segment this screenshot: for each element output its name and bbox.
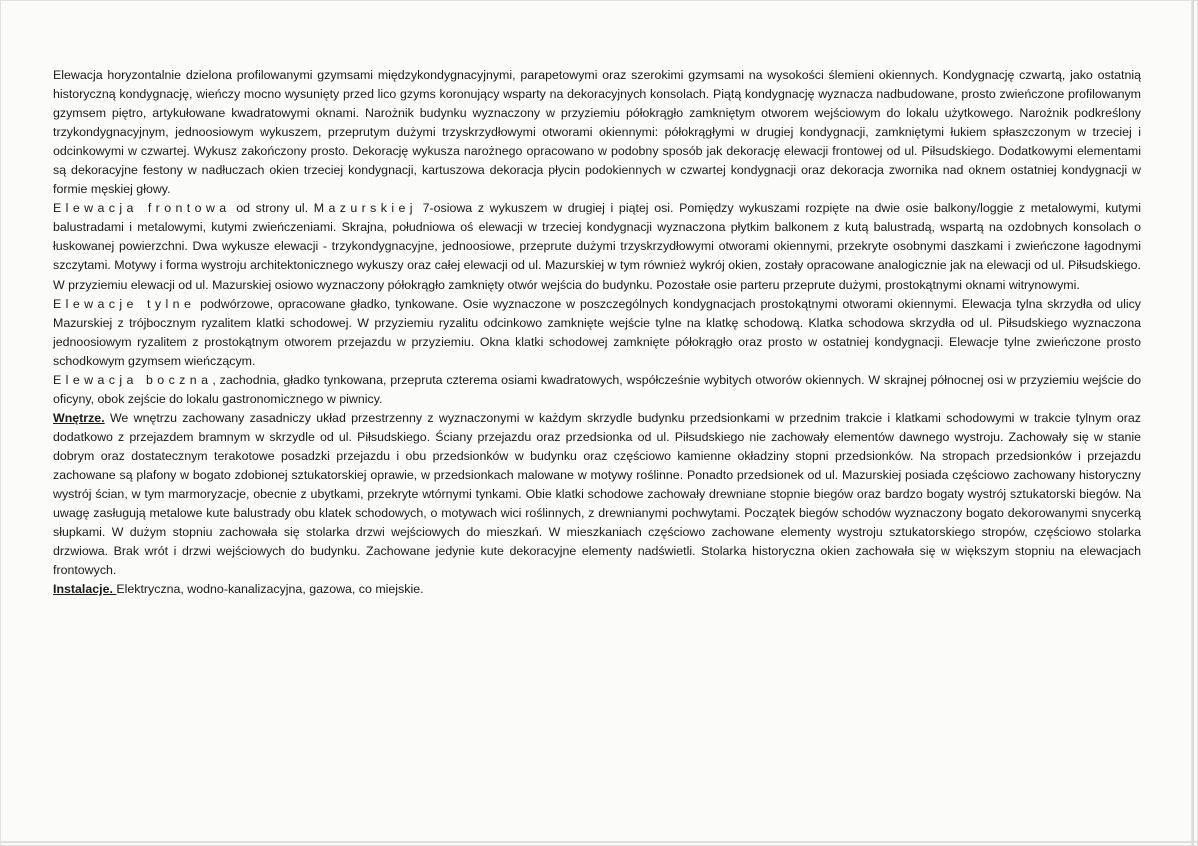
paragraph-side-elevation bbox=[53, 371, 1141, 409]
scan-edge-bottom bbox=[0, 841, 1198, 843]
paragraph-corner-description bbox=[53, 66, 1141, 199]
paragraph-text: podwórzowe, opracowane gładko, tynkowane. Osie wyznaczone w poszczególnych kondygnacjach prostokątnymi otworami okiennymi. Elewacja tylna skrzydła od ulicy Mazurskiej z trójbocznym ryzalitem klatki schodowej. W przyziemiu ryzalitu odcinkowo zamknięte wejście tylne na klatkę schodową. Klatka schodowa skrzydła od ul. Piłsudskiego wyznaczona jednoosiowym ryzalitem z prostokątnym otworem przejazdu w przyziemiu. Okna klatki schodowej zamknięte półokrągło oraz prosto w ostatniej kondygnacji. Elewacje tylne zwieńczone prosto schodkowym gzymsem wieńczącym. bbox=[53, 296, 1141, 368]
paragraph-rear-elevations bbox=[53, 295, 1141, 371]
paragraph-text: We wnętrzu zachowany zasadniczy układ przestrzenny z wyznaczonymi w każdym skrzydle budynku przedsionkami w przednim trakcie i klatkami schodowymi w trakcie tylnym oraz dodatkowo z przejazdem bramnym w skrzydle od ul. Piłsudskiego. Ściany przejazdu oraz przedsionka od ul. Piłsudskiego nie zachowały elementów dawnego wystroju. Zachowały się w stanie dobrym oraz dostatecznym terakotowe posadzki przejazdu i obu przedsionków w budynku oraz częściowo kamienne okładziny stopni przedsionków. Na stropach przedsionków i przejazdu zachowane są plafony w bogato zdobionej sztukatorskiej oprawie, w przedsionkach malowane w motywy roślinne. Ponadto przedsionek od ul. Mazurskiej posiada częściowo zachowany historyczny wystrój ścian, w tym marmoryzacje, obecnie z ubytkami, przekryte wtórnymi tynkami. Obie klatki schodowe zachowały drewniane stopnie biegów oraz bardzo bogaty wystrój sztukatorski biegów. Na uwagę zasługują metalowe kute balustrady obu klatek schodowych, o motywach wici roślinnych, z drewnianymi pochwytami. Początek biegów schodów wyznaczony bogato dekorowanymi snycerką słupkami. W dużym stopniu zachowała się stolarka drzwi wejściowych do mieszkań. W mieszkaniach częściowo zachowane elementy wystroju sztukatorskiego stropów, częściowo stolarka drzwiowa. Brak wrót i drzwi wejściowych do budynku. Zachowane jedynie kute dekoracyjne elementy nadświetli. Stolarka historyczna okien zachowała się w większym stopniu na elewacjach frontowych. bbox=[53, 410, 1141, 578]
section-label-front-elevation: Elewacja frontowa bbox=[53, 201, 231, 216]
section-heading-installations: Instalacje. bbox=[53, 582, 117, 597]
paragraph-text: 7-osiowa z wykuszem w drugiej i piątej osi. Pomiędzy wykuszami rozpięte na dwie osie balkony/loggie z metalowymi, kutymi balustradami i metalowymi, kutymi zwieńczeniami. Skrajna, południowa oś elewacji w trzeciej kondygnacji wyznaczona płytkim balkonem z kutą balustradą, wspartą na ozdobnych konsolach o łuskowanej powierzchni. Dwa wykusze elewacji - trzykondygnacyjne, jednoosiowe, przeprute dużymi trzyskrzydłowymi otworami okiennymi, przekryte osobnymi daszkami i zwieńczone łagodnymi szczytami. Motywy i forma wystroju architektonicznego wykuszy oraz całej elewacji od ul. Mazurskiej w tym również wykrój okien, zostały opracowane analogicznie jak na elewacji od ul. Piłsudskiego. W przyziemiu elewacji od ul. Mazurskiej osiowo wyznaczony półokrągło zamknięty otwór wejścia do budynku. Pozostałe osie parteru przeprute dużymi, prostokątnymi oknami witrynowymi. bbox=[53, 201, 1141, 292]
document-body bbox=[53, 66, 1141, 599]
paragraph-text: , zachodnia, gładko tynkowana, przepruta czterema osiami kwadratowych, współcześnie wybitych otworów okiennych. W skrajnej północnej osi w przyziemiu wejście do oficyny, obok zejście do lokalu gastronomicznego w piwnicy. bbox=[53, 372, 1142, 406]
street-name-spaced: Mazurskiej bbox=[313, 201, 417, 216]
paragraph-interior bbox=[53, 409, 1141, 580]
section-label-rear-elevations: Elewacje tylne bbox=[53, 296, 196, 311]
scan-edge-shadow bbox=[1191, 0, 1194, 846]
paragraph-text: Elewacja horyzontalnie dzielona profilowanymi gzymsami międzykondygnacyjnymi, parapetowymi oraz szerokimi gzymsami na wysokości ślemieni okiennych. Kondygnację czwartą, jako ostatnią historyczną kondygnację, wieńczy mocno wysunięty przed lico gzyms koronujący wsparty na dekoracyjnych konsolach. Piątą kondygnację wyznacza nadbudowane, prosto zwieńczone profilowanym gzymsem piętro, artykułowane kwadratowymi oknami. Narożnik budynku wyznaczony w przyziemiu półokrągło zamkniętym otworem wejściowym do lokalu użytkowego. Narożnik podkreślony trzykondygnacyjnym, jednoosiowym wykuszem, przeprutym dużymi trzyskrzydłowymi otworami okiennymi: półokrągłymi w drugiej kondygnacji, zamkniętymi łukiem spłaszczonym w trzeciej i odcinkowymi w czwartej. Wykusz zakończony prosto. Dekorację wykusza narożnego opracowano w podobny sposób jak dekorację elewacji frontowej od ul. Piłsudskiego. Dodatkowymi elementami są dekoracyjne festony w nadłuczach okien trzeciej kondygnacji, kartuszowa dekoracja płycin podokiennych w czwartej kondygnacji oraz dekoracja zwornika nad oknem ostatniej kondygnacji w formie męskiej głowy. bbox=[53, 68, 1141, 197]
section-heading-interior: Wnętrze. bbox=[53, 410, 105, 425]
paragraph-installations bbox=[53, 580, 1141, 599]
section-label-side-elevation: Elewacja boczna bbox=[53, 372, 213, 387]
paragraph-text: od strony ul. bbox=[230, 201, 314, 216]
paragraph-front-elevation bbox=[53, 199, 1141, 294]
paragraph-text: Elektryczna, wodno-kanalizacyjna, gazowa, co miejskie. bbox=[116, 582, 424, 597]
